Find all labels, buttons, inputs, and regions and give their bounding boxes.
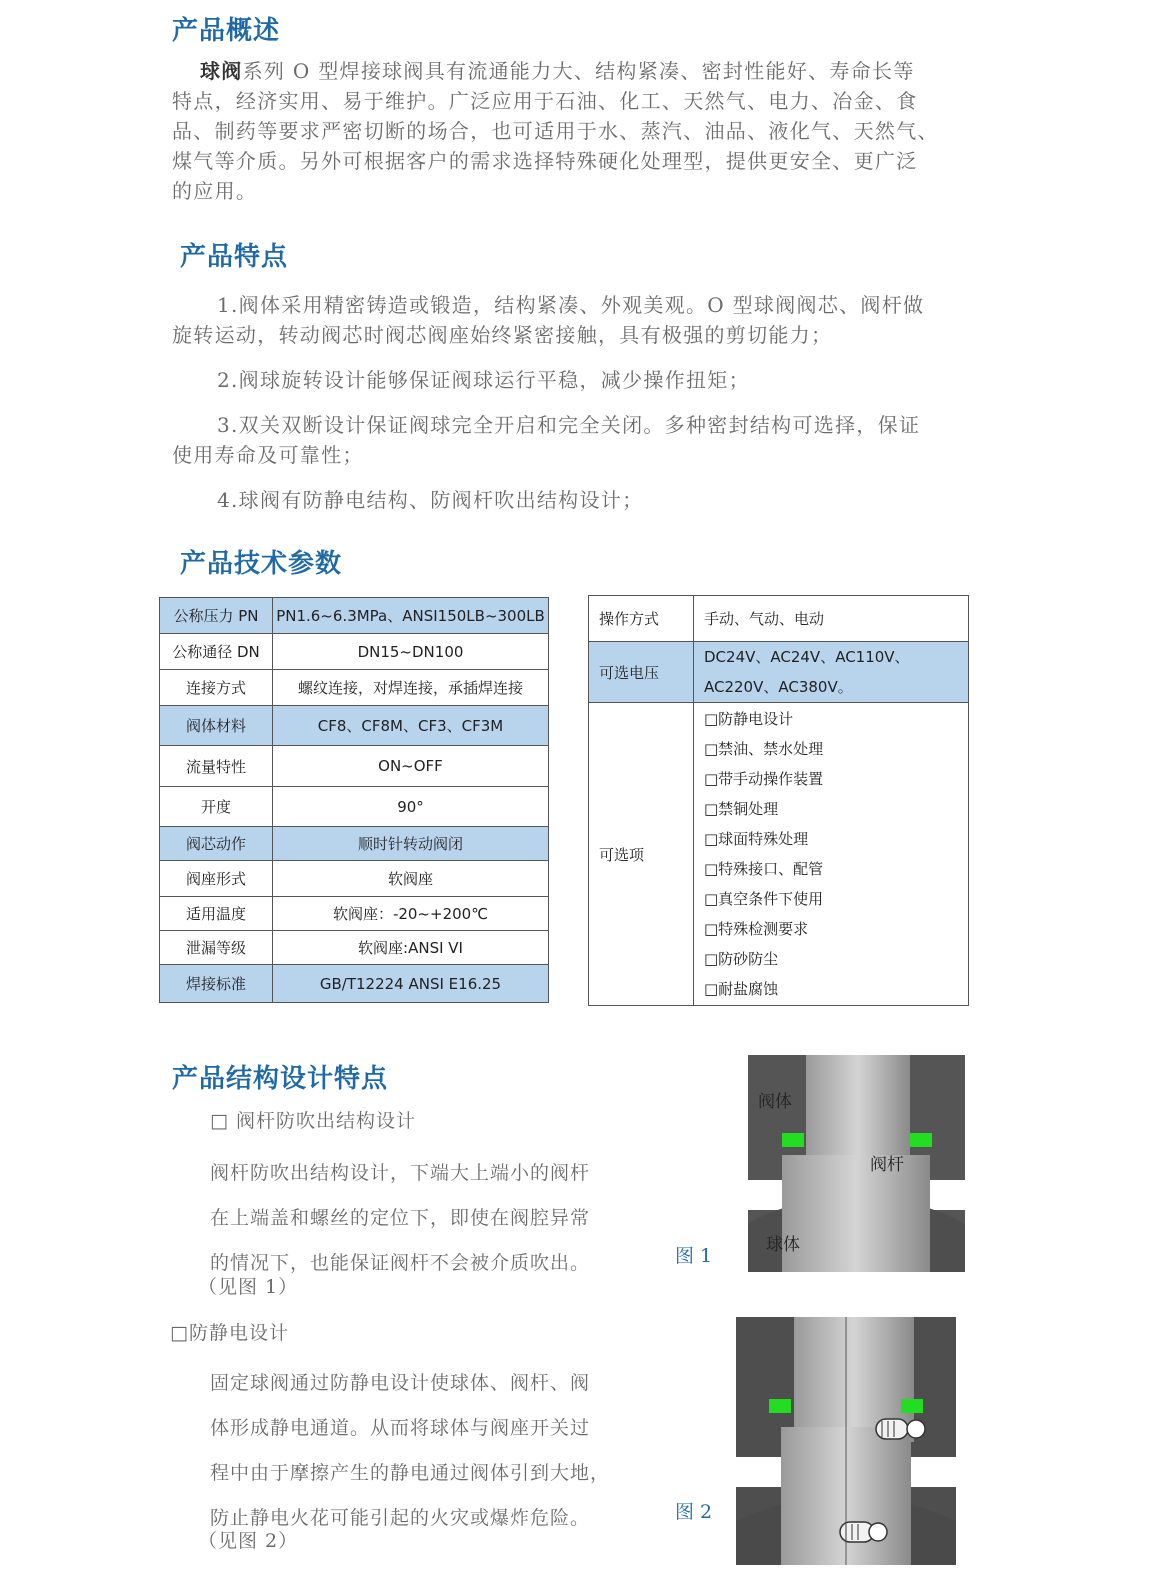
- list-item: □禁铜处理: [704, 800, 779, 818]
- params-table-left: [159, 597, 549, 1003]
- params-title: 产品技术参数: [180, 549, 343, 579]
- section1-title: □ 阀杆防吹出结构设计: [210, 1110, 416, 1132]
- feature-item-1: 1.阀体采用精密铸造或锻造，结构紧凑、外观美观。O 型球阀阀芯、阀杆做: [217, 293, 925, 317]
- list-item: □真空条件下使用: [704, 890, 824, 908]
- overview-paragraph: 球阀系列 O 型焊接球阀具有流通能力大、结构紧凑、密封性能好、寿命长等 特点，经济实用、易于维护。广泛应用于石油、化工、天然气、电力、冶金、食 品、制药等要求严密切断的场合，也可适用于水、蒸汽、油品、液化气、天然气、 煤气等介质。另外可根据客户的需求选择特殊硬化处理型，提供更安全、更广泛 的应用。: [172, 59, 939, 203]
- brand-name: 球阀: [200, 59, 243, 83]
- table-row: 适用温度 软阀座：-20~+200℃: [160, 897, 549, 931]
- list-item: □球面特殊处理: [704, 830, 809, 848]
- list-item: □防砂防尘: [704, 950, 779, 968]
- overview-title: 产品概述: [172, 16, 281, 46]
- table-row: 焊接标准 GB/T12224 ANSI E16.25: [160, 965, 549, 1003]
- feature-item-4: 4.球阀有防静电结构、防阀杆吹出结构设计；: [217, 488, 644, 512]
- figure1-stem-label: 阀杆: [870, 1155, 904, 1175]
- figure2-label: 图 2: [675, 1501, 713, 1523]
- table-row: 泄漏等级 软阀座:ANSI VI: [160, 931, 549, 965]
- table-row: 流量特性 ON~OFF: [160, 746, 549, 787]
- table-row: 阀芯动作 顺时针转动阀闭: [160, 827, 549, 861]
- figure1-diagram: [748, 1055, 965, 1272]
- structure-title: 产品结构设计特点: [172, 1064, 389, 1094]
- figure1-body-label: 阀体: [758, 1092, 792, 1112]
- section2-title: □防静电设计: [170, 1322, 289, 1344]
- params-table-right: [588, 595, 969, 1006]
- section1-ref: （见图 1）: [198, 1276, 299, 1298]
- options-list: [694, 703, 969, 1006]
- list-item: □带手动操作装置: [704, 770, 824, 788]
- table-row: 可选电压 DC24V、AC24V、AC110V、AC220V、AC380V。: [589, 642, 969, 703]
- section1-text: 阀杆防吹出结构设计，下端大上端小的阀杆 在上端盖和螺丝的定位下，即使在阀腔异常 的情况下，也能保证阀杆不会被介质吹出。: [210, 1162, 591, 1274]
- figure2-diagram: [736, 1317, 956, 1565]
- list-item: □特殊接口、配管: [704, 860, 824, 878]
- figure1-label: 图 1: [675, 1245, 713, 1267]
- features-title: 产品特点: [180, 242, 289, 272]
- figure1-ball-label: 球体: [766, 1235, 800, 1255]
- table-row: 阀座形式 软阀座: [160, 861, 549, 897]
- table-row: 公称通径 DN DN15~DN100: [160, 634, 549, 670]
- table-row: 公称压力 PN PN1.6~6.3MPa、ANSI150LB~300LB: [160, 598, 549, 634]
- section2-text: 固定球阀通过防静电设计使球体、阀杆、阀 体形成静电通道。从而将球体与阀座开关过 程中由于摩擦产生的静电通过阀体引到大地， 防止静电火花可能引起的火灾或爆炸危险。: [210, 1372, 611, 1529]
- table-row: 阀体材料 CF8、CF8M、CF3、CF3M: [160, 706, 549, 746]
- table-row: 操作方式 手动、气动、电动: [589, 596, 969, 642]
- list-item: □防静电设计: [704, 710, 794, 728]
- list-item: □禁油、禁水处理: [704, 740, 824, 758]
- feature-item-2: 2.阀球旋转设计能够保证阀球运行平稳，减少操作扭矩；: [217, 368, 750, 392]
- feature-item-3: 3.双关双断设计保证阀球完全开启和完全关闭。多种密封结构可选择，保证: [217, 413, 921, 437]
- table-row: 可选项 □防静电设计 □禁油、禁水处理 □带手动操作装置 □禁铜处理 □球面特殊处理 □特殊接口、配管 □真空条件下使用 □特殊检测要求 □防砂防尘 □耐盐腐蚀: [589, 703, 969, 1006]
- features-list: 1.阀体采用精密铸造或锻造，结构紧凑、外观美观。O 型球阀阀芯、阀杆做 旋转运动，转动阀芯时阀芯阀座始终紧密接触，具有极强的剪切能力； 2.阀球旋转设计能够保证阀球运行平稳，减少操作扭矩； 3.双关双断设计保证阀球完全开启和完全关闭。多种密封结构可选择，保证 使用寿命及可靠性； 4.球阀有防静电结构、防阀杆吹出结构设计；: [172, 290, 972, 515]
- section2-ref: （见图 2）: [198, 1530, 299, 1552]
- list-item: □耐盐腐蚀: [704, 980, 779, 998]
- table-row: 连接方式 螺纹连接，对焊连接，承插焊连接: [160, 670, 549, 706]
- table-row: 开度 90°: [160, 787, 549, 827]
- list-item: □特殊检测要求: [704, 920, 809, 938]
